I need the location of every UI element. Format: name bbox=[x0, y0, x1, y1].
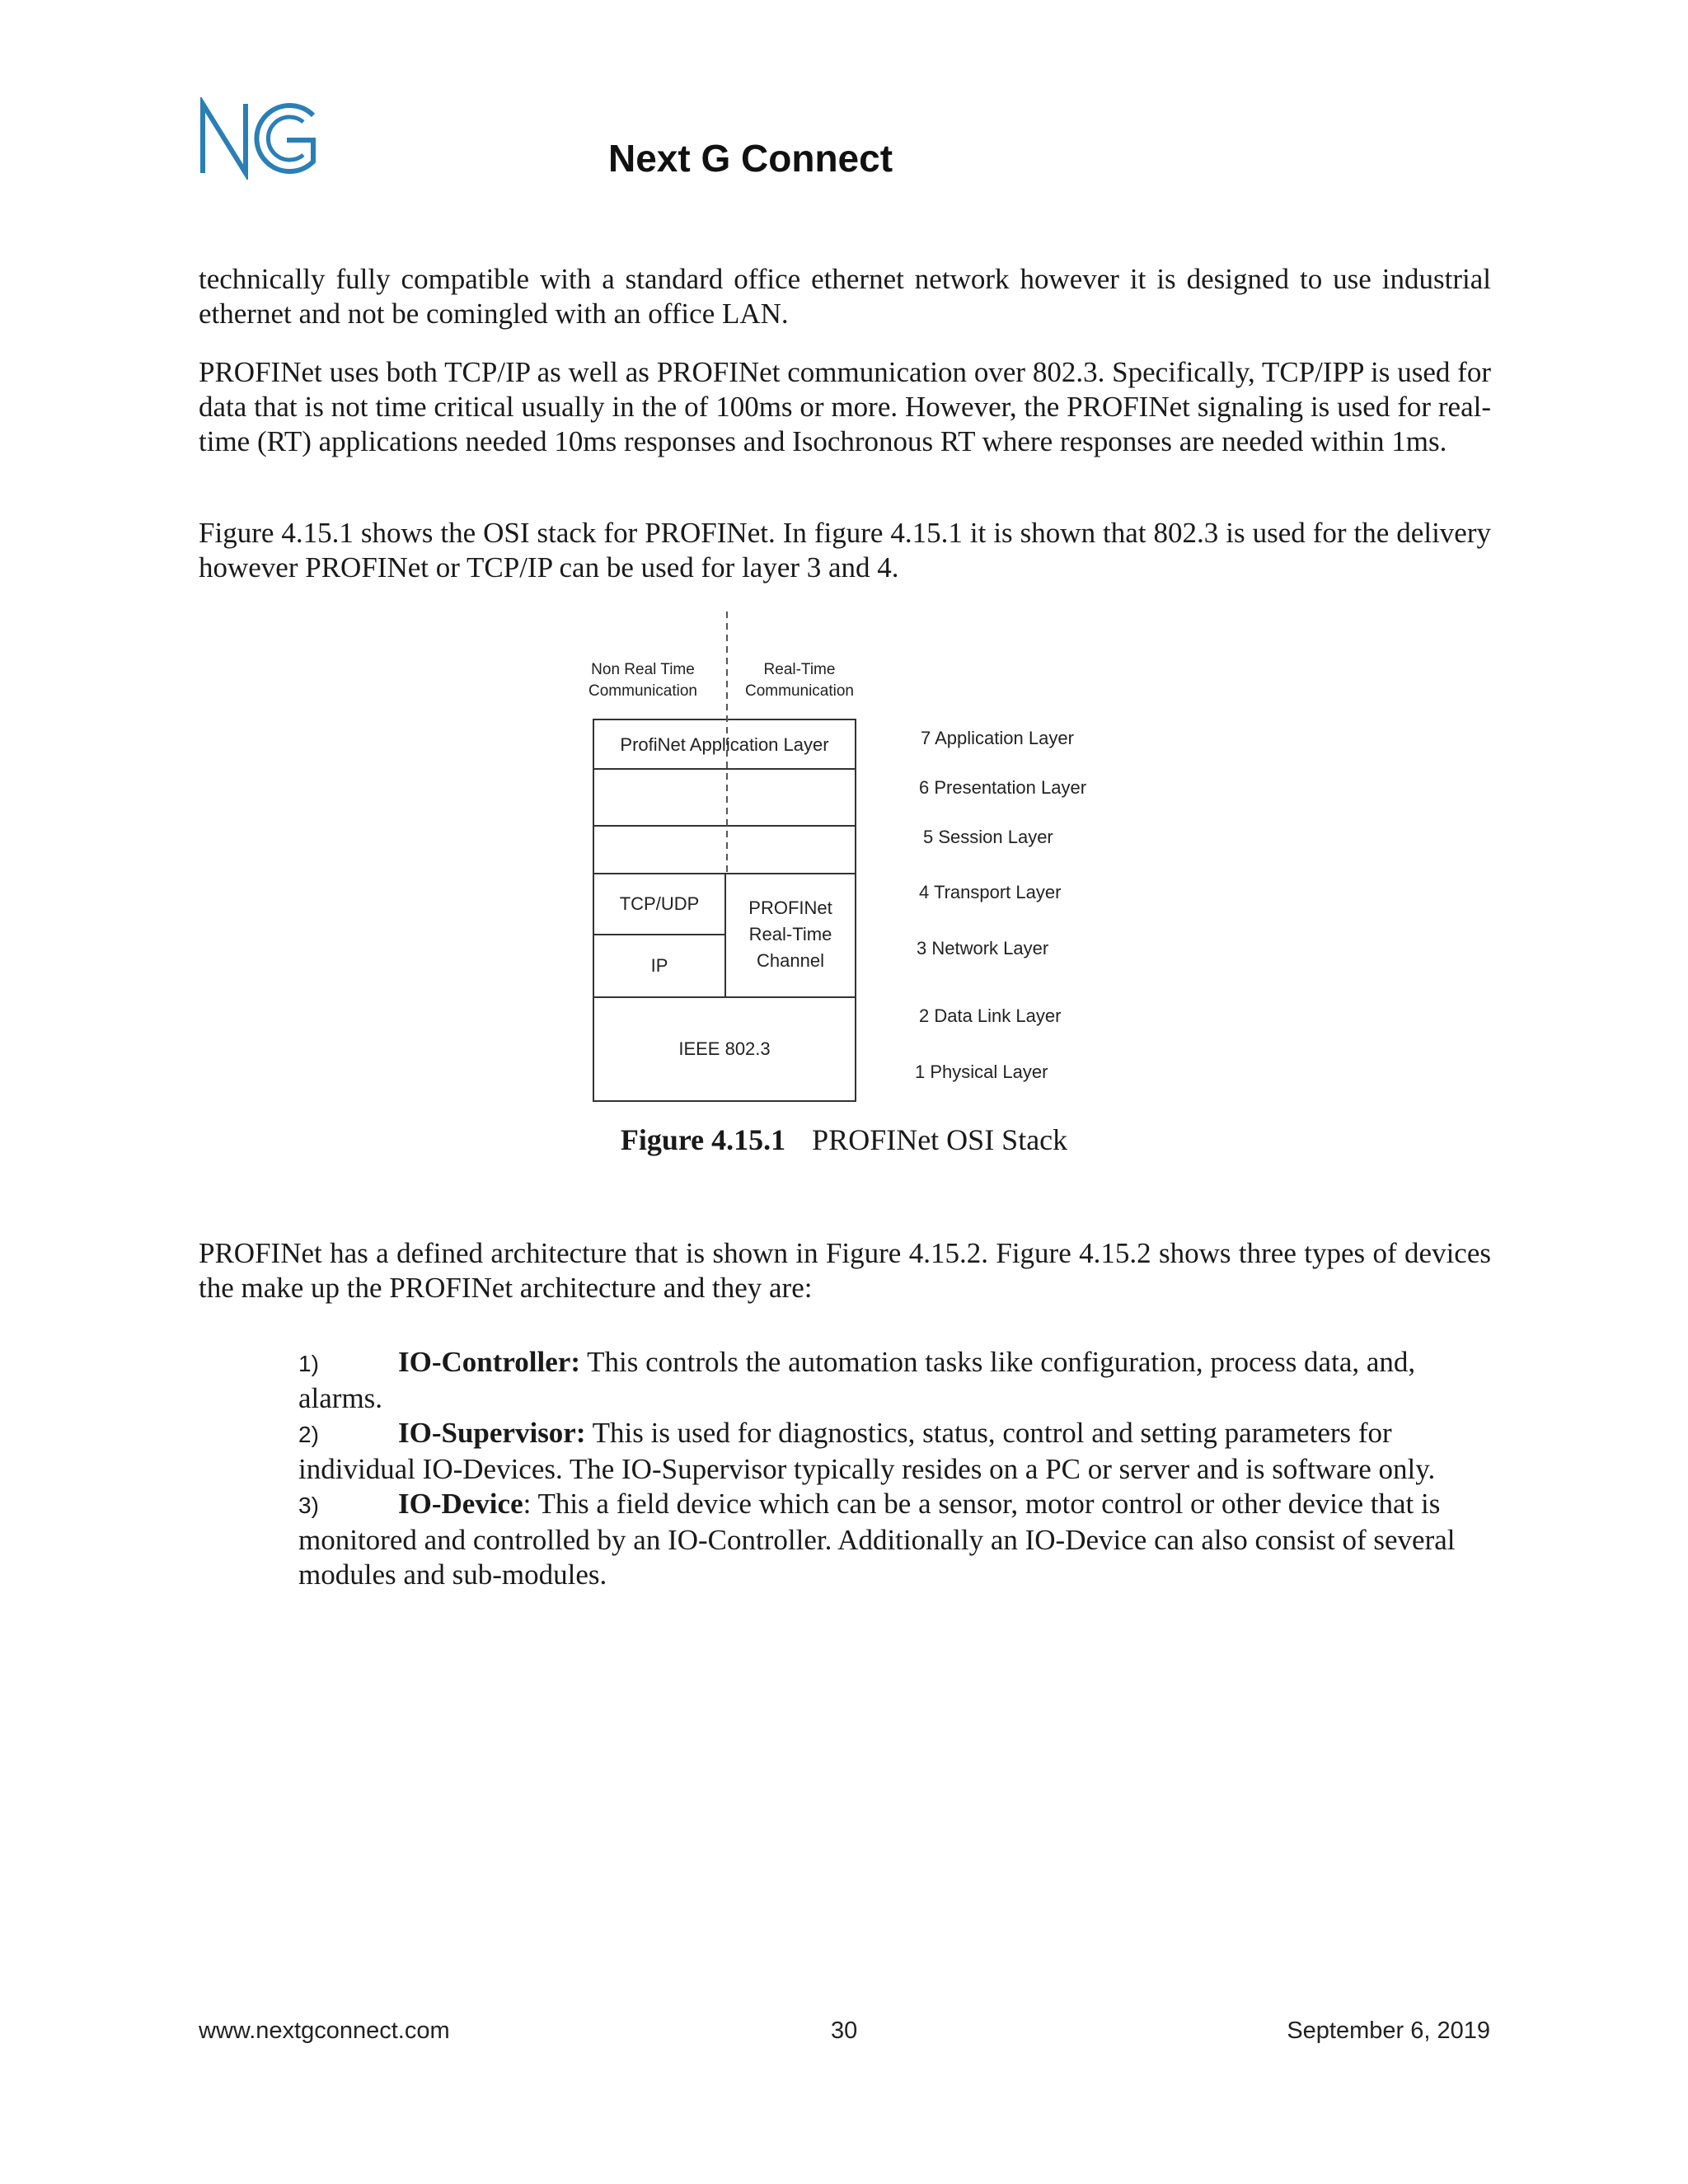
osi-layer-2: 2 Data Link Layer bbox=[919, 1005, 1062, 1026]
paragraph-tcpip: PROFINet uses both TCP/IP as well as PROFINet communication over 802.3. Specifically, TCP/IPP is used for data that is not time critical usually in the of 100ms or more. However, the PROFINet signaling is used for real-time (RT) applications needed 10ms responses and Isochronous RT where responses are needed within 1ms. bbox=[199, 356, 1491, 457]
footer-page-number: 30 bbox=[831, 2018, 858, 2044]
rt-label-1: Real-Time bbox=[763, 661, 836, 678]
device-type-list bbox=[298, 1345, 1479, 1592]
list-item bbox=[298, 1416, 1479, 1487]
list-term: IO-Controller: bbox=[398, 1346, 580, 1378]
osi-stack-diagram bbox=[569, 610, 1146, 1104]
nrt-label-1: Non Real Time bbox=[591, 661, 695, 678]
list-number: 3) bbox=[298, 1493, 319, 1518]
list-text: This is used for diagnostics, status, control and setting parameters for individual IO-Devices. The IO-Supervisor typically resides on a PC or server and is software only. bbox=[298, 1417, 1436, 1485]
list-term: IO-Supervisor: bbox=[398, 1417, 586, 1449]
session-row-box bbox=[593, 826, 856, 874]
ip-label: IP bbox=[650, 955, 668, 976]
list-term: IO-Device bbox=[398, 1488, 523, 1520]
list-text: This controls the automation tasks like configuration, process data, and, alarms. bbox=[298, 1346, 1416, 1414]
rt-channel-label-c: Channel bbox=[757, 950, 824, 971]
ieee-label: IEEE 802.3 bbox=[678, 1038, 771, 1059]
figure-number: Figure 4.15.1 bbox=[620, 1123, 786, 1156]
header-title: Next G Connect bbox=[608, 137, 893, 180]
osi-layer-3: 3 Network Layer bbox=[917, 938, 1049, 958]
osi-layer-6: 6 Presentation Layer bbox=[919, 777, 1087, 798]
nrt-label-2: Communication bbox=[588, 682, 697, 700]
figure-caption bbox=[0, 1122, 1688, 1157]
osi-layer-4: 4 Transport Layer bbox=[919, 882, 1062, 902]
company-logo bbox=[198, 97, 321, 180]
osi-layer-1: 1 Physical Layer bbox=[915, 1062, 1048, 1082]
footer-url: www.nextgconnect.com bbox=[199, 2018, 450, 2044]
footer-date: September 6, 2019 bbox=[1287, 2018, 1490, 2044]
rt-label-2: Communication bbox=[745, 682, 854, 700]
app-layer-label: ProfiNet Application Layer bbox=[620, 734, 829, 755]
tcpudp-label: TCP/UDP bbox=[619, 893, 700, 914]
list-item bbox=[298, 1345, 1479, 1416]
list-number: 2) bbox=[298, 1422, 319, 1447]
paragraph-figure-ref: Figure 4.15.1 shows the OSI stack for PROFINet. In figure 4.15.1 it is shown that 802.3 is used for the delivery however PROFINet or TCP/IP can be used for layer 3 and 4. bbox=[199, 517, 1491, 583]
rt-channel-label-a: PROFINet bbox=[748, 898, 832, 918]
figure-title: PROFINet OSI Stack bbox=[812, 1123, 1068, 1156]
list-text: : This a field device which can be a sensor, motor control or other device that is monitored and controlled by an IO-Controller. Additionally an IO-Device can also consist of several modules and sub-modules. bbox=[298, 1488, 1456, 1591]
presentation-row-box bbox=[593, 769, 856, 826]
paragraph-intro: technically fully compatible with a standard office ethernet network however it is designed to use industrial ethernet and not be comingled with an office LAN. bbox=[199, 263, 1491, 330]
list-number: 1) bbox=[298, 1351, 319, 1376]
list-item bbox=[298, 1487, 1479, 1592]
rt-channel-label-b: Real-Time bbox=[748, 924, 832, 944]
paragraph-architecture: PROFINet has a defined architecture that is shown in Figure 4.15.2. Figure 4.15.2 shows three types of devices the make up the PROFINet architecture and they are: bbox=[199, 1237, 1491, 1304]
osi-layer-7: 7 Application Layer bbox=[921, 728, 1074, 748]
osi-layer-5: 5 Session Layer bbox=[923, 827, 1053, 847]
